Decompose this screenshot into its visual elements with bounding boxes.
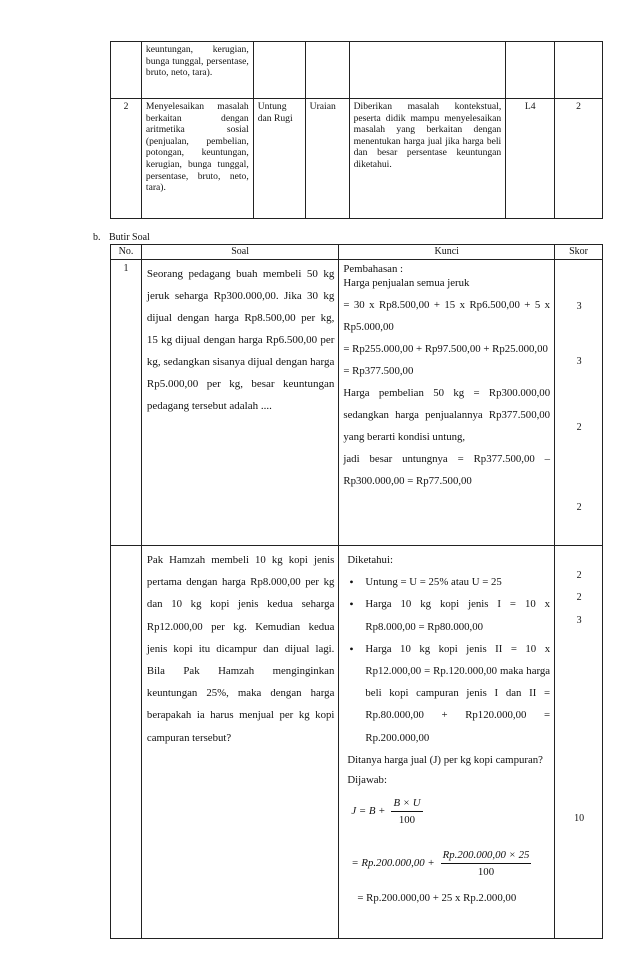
nomor-soal-cell: 2 [555,99,603,219]
bentuk-soal-cell: Uraian [305,99,349,219]
fraction [391,795,422,828]
score-value: 3 [576,301,582,312]
score-value: 2 [576,502,582,513]
fraction [441,847,532,880]
known-item [343,571,550,593]
section-title: Butir Soal [109,232,150,243]
section-heading [93,232,150,243]
score-cell [555,260,603,546]
score-value: 3 [576,356,582,367]
header-no: No. [111,245,142,260]
score-value: 2 [576,592,582,603]
header-kunci: Kunci [339,245,555,260]
formula-lhs: J = B + [351,804,386,817]
question-row-2 [111,546,603,939]
kunci-line: Pembahasan : [343,263,404,275]
kunci-line: Harga pembelian 50 kg = Rp300.000,00 sedangkan harga penjualannya Rp377.500,00 yang berarti kondisi untung, [343,387,551,443]
known-item [343,593,550,637]
answer-key [339,260,555,546]
score-cell [555,546,603,939]
dijawab-label: Dijawab: [347,774,387,787]
question-number: 1 [111,260,142,546]
kisi-row-2 [111,99,603,219]
kunci-line: jadi besar untungnya = Rp377.500,00 – Rp300.000,00 = Rp77.500,00 [343,453,551,487]
known-item [343,638,550,749]
known-item-text: Untung = U = 25% atau U = 25 [365,576,502,589]
fraction-denominator: 100 [398,813,416,826]
table-header [111,245,603,260]
kunci-line: = 30 x Rp8.500,00 + 15 x Rp6.500,00 + 5 x Rp5.000,00 [343,299,551,333]
ditanya-line: Ditanya harga jual (J) per kg kopi campuran? [347,753,543,766]
fraction-numerator: Rp.200.000,00 × 25 [441,847,532,864]
section-label: b. [93,232,101,243]
row-number: 2 [111,99,142,219]
materi-cell: Untung dan Rugi [253,99,305,219]
known-item-text: Harga 10 kg kopi jenis I = 10 x Rp8.000,00 = Rp80.000,00 [365,598,551,633]
formula-1 [343,791,550,831]
score-value: 2 [576,422,582,433]
header-soal: Soal [141,245,338,260]
indikator-cell: Diberikan masalah kontekstual, peserta didik mampu menyelesaikan masalah yang berkaitan dengan menentukan harga jual jika harga beli dan besar persentase keuntungan diketahui. [349,99,506,219]
score-value: 3 [576,615,582,626]
kisi-kisi-table [110,41,603,219]
kompetensi-cell: Menyelesaikan masalah berkaitan dengan aritmetika sosial (penjualan, pembelian, potongan, keuntungan, kerugian, bunga tunggal, persentase, bruto, neto, tara). [141,99,253,219]
fraction-denominator: 100 [477,865,495,878]
question-row-1 [111,260,603,546]
formula-2 [343,843,550,883]
score-value: 2 [576,570,582,581]
known-item-text: Harga 10 kg kopi jenis II = 10 x Rp12.000,00 = Rp.120.000,00 maka harga beli kopi campuran jenis I dan II = Rp.80.000,00 + Rp120.000,00 = Rp.200.000,00 [365,642,551,744]
kisi-row-continuation [111,42,603,99]
kunci-line: Harga penjualan semua jeruk [343,277,470,289]
kompetensi-continuation: keuntungan, kerugian, bunga tunggal, persentase, bruto, neto, tara). [141,42,253,99]
fraction-numerator: B × U [391,795,422,812]
question-text: Pak Hamzah membeli 10 kg kopi jenis pertama dengan harga Rp8.000,00 per kg dan 10 kg kopi jenis kedua seharga Rp12.000,00 per kg. Kemudian kedua jenis kopi itu dicampur dan dijual lagi. Bila Pak Hamzah menginginkan keuntungan 25%, maka dengan harga berapakah ia harus menjual per kg kopi campuran tersebut? [141,546,338,939]
answer-key [339,546,555,939]
kunci-line: = Rp255.000,00 + Rp97.500,00 + Rp25.000,00 [343,343,548,355]
formula-lhs: = Rp.200.000,00 + [351,856,435,869]
kunci-line: = Rp377.500,00 [343,365,414,377]
level-cell: L4 [506,99,555,219]
score-value: 10 [574,813,585,824]
header-skor: Skor [555,245,603,260]
formula-last-line: = Rp.200.000,00 + 25 x Rp.2.000,00 [357,892,517,905]
diketahui-label: Diketahui: [347,554,393,566]
butir-soal-table [110,244,603,939]
question-text: Seorang pedagang buah membeli 50 kg jeruk seharga Rp300.000,00. Jika 30 kg dijual dengan harga Rp8.500,00 per kg, 15 kg dijual dengan harga Rp6.500,00 per kg, sedangkan sisanya dijual dengan harga Rp5.000,00 per kg, besar keuntungan pedagang tersebut adalah .... [141,260,338,546]
question-number [111,546,142,939]
